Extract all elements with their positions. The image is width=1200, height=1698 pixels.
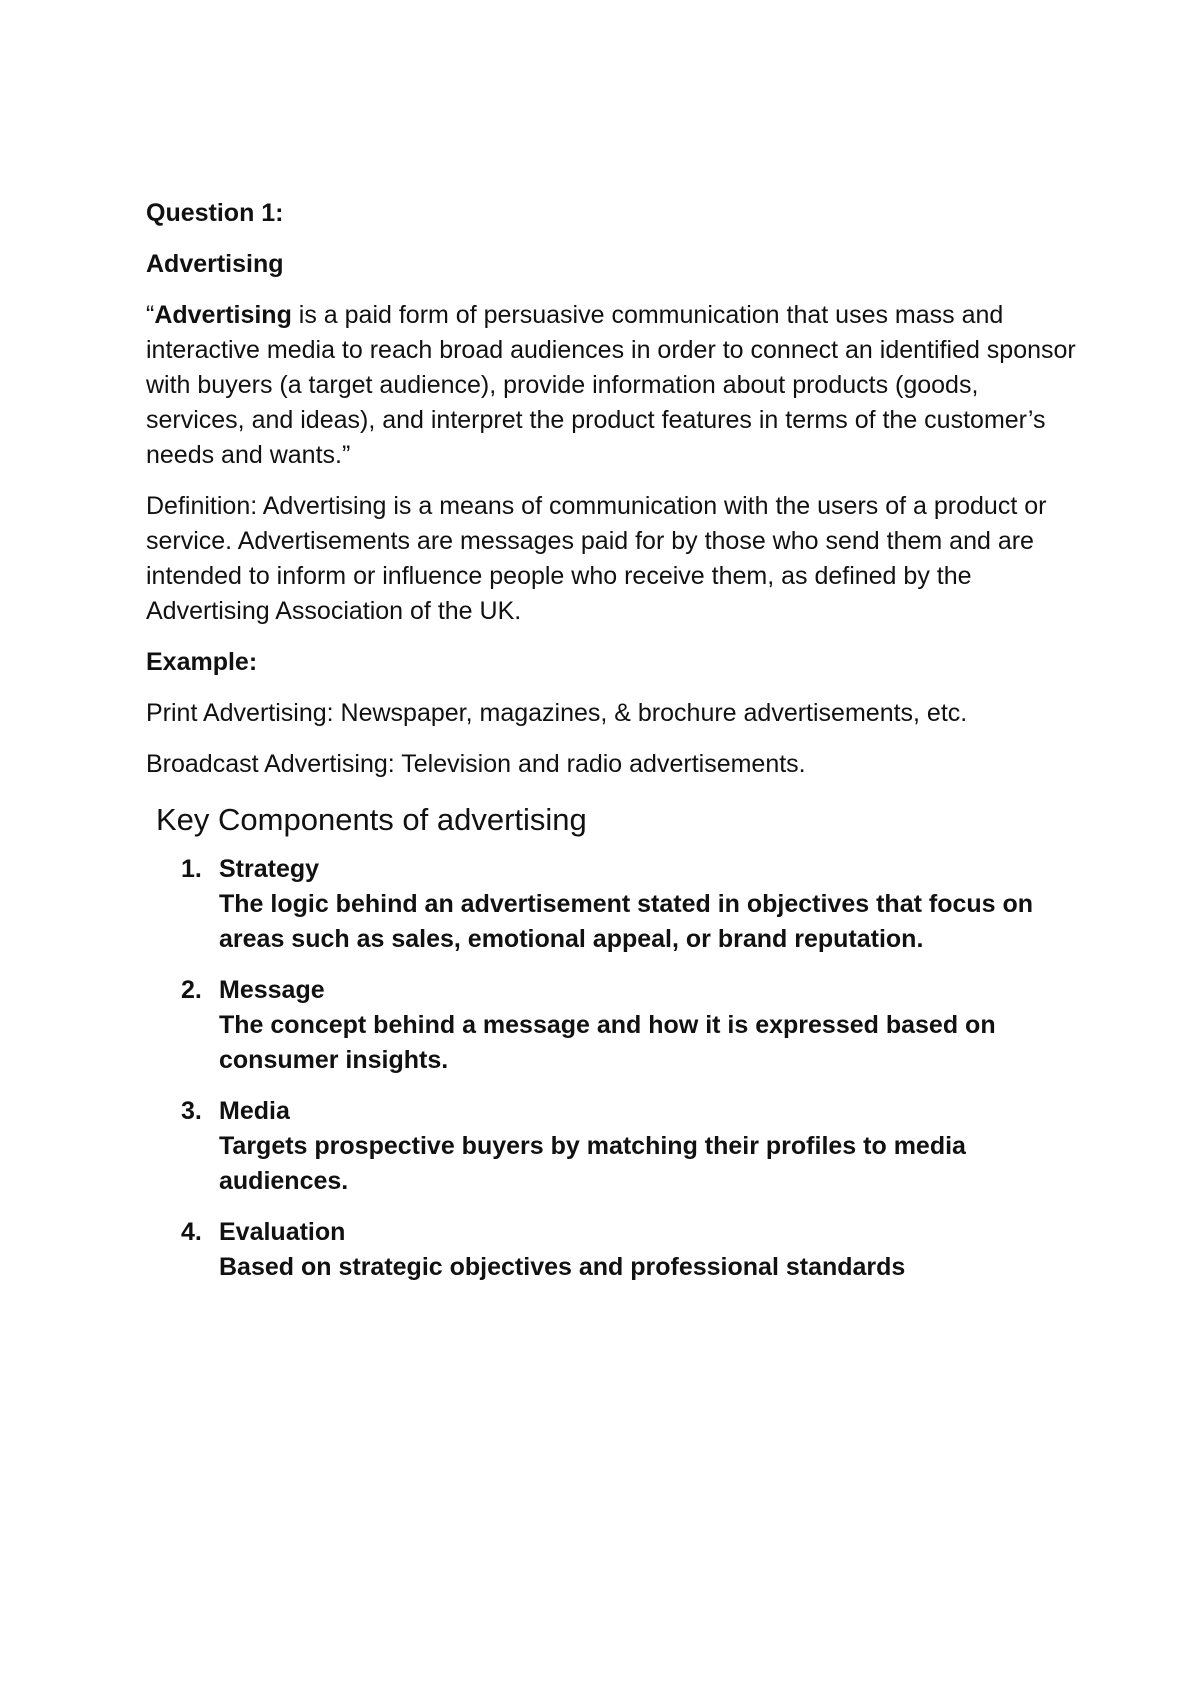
- quote-open-mark: “: [146, 301, 155, 329]
- components-title: Key Components of advertising: [156, 802, 587, 837]
- component-number: 3.: [181, 1097, 202, 1125]
- component-item: [146, 973, 1076, 1078]
- component-name: Strategy: [219, 855, 320, 883]
- component-description: Targets prospective buyers by matching their profiles to media audiences.: [219, 1132, 966, 1195]
- component-description: The logic behind an advertisement stated in objectives that focus on areas such as sales, emotional appeal, or brand reputation.: [219, 890, 1034, 953]
- component-number: 1.: [181, 855, 202, 883]
- example-print: Print Advertising: Newspaper, magazines, & brochure advertisements, etc.: [146, 699, 968, 727]
- component-description: Based on strategic objectives and professional standards: [219, 1253, 906, 1281]
- component-name: Evaluation: [219, 1218, 346, 1246]
- component-name: Message: [219, 976, 325, 1004]
- component-item: [146, 1215, 1076, 1285]
- example-heading: Example:: [146, 648, 258, 676]
- components-list: [146, 852, 1076, 1285]
- definition-paragraph: Definition: Advertising is a means of communication with the users of a product or service. Advertisements are messages paid for by those who send them and are intended to inform or influence people who receive them, as defined by the Advertising Association of the UK.: [146, 492, 1047, 625]
- component-number: 4.: [181, 1218, 202, 1246]
- quote-text: is a paid form of persuasive communication that uses mass and interactive media to reach broad audiences in order to connect an identified sponsor with buyers (a target audience), provide information about products (goods, services, and ideas), and interpret the product features in terms of the customer’s needs and wants.”: [146, 301, 1076, 469]
- component-name: Media: [219, 1097, 290, 1125]
- question-heading: Question 1:: [146, 199, 284, 227]
- component-number: 2.: [181, 976, 202, 1004]
- document-body: [146, 196, 1076, 1301]
- quote-term: Advertising: [154, 301, 292, 329]
- quoted-definition: [146, 298, 1076, 473]
- component-item: [146, 1094, 1076, 1199]
- component-item: [146, 852, 1076, 957]
- topic-title: Advertising: [146, 250, 284, 278]
- component-description: The concept behind a message and how it is expressed based on consumer insights.: [219, 1011, 996, 1074]
- example-broadcast: Broadcast Advertising: Television and radio advertisements.: [146, 750, 806, 778]
